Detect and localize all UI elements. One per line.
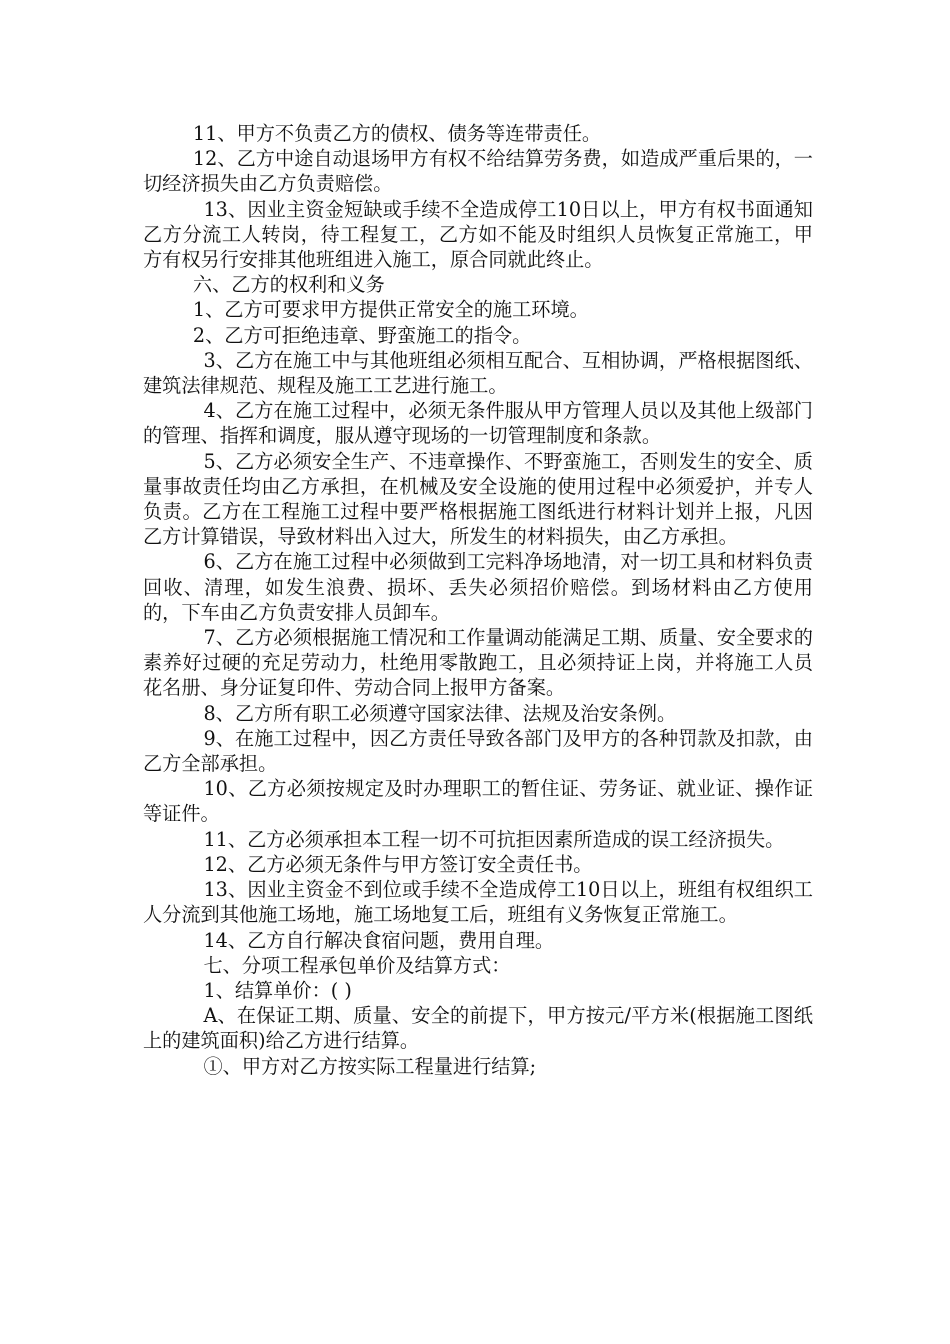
party-b-clause-4: 4、乙方在施工过程中，必须无条件服从甲方管理人员以及其他上级部门的管理、指挥和调度，服从遵守现场的一切管理制度和条款。 bbox=[143, 399, 813, 448]
party-b-clause-11: 11、乙方必须承担本工程一切不可抗拒因素所造成的误工经济损失。 bbox=[203, 827, 785, 851]
settlement-option-a: A、在保证工期、质量、安全的前提下，甲方按元/平方米(根据施工图纸上的建筑面积)给乙方进行结算。 bbox=[143, 1004, 813, 1053]
party-b-clause-1: 1、乙方可要求甲方提供正常安全的施工环境。 bbox=[192, 298, 589, 322]
party-b-clause-6: 6、乙方在施工过程中必须做到工完料净场地清，对一切工具和材料负责回收、清理，如发生浪费、损坏、丢失必须招价赔偿。到场材料由乙方使用的，下车由乙方负责安排人员卸车。 bbox=[143, 550, 813, 624]
party-b-clause-14: 14、乙方自行解决食宿问题，费用自理。 bbox=[203, 928, 555, 952]
party-b-clause-9: 9、在施工过程中，因乙方责任导致各部门及甲方的各种罚款及扣款，由乙方全部承担。 bbox=[143, 726, 813, 776]
party-b-clause-8: 8、乙方所有职工必须遵守国家法律、法规及治安条例。 bbox=[203, 701, 677, 725]
section-heading-party-b-rights: 六、乙方的权利和义务 bbox=[192, 273, 385, 297]
party-b-clause-3: 3、乙方在施工中与其他班组必须相互配合、互相协调，严格根据图纸、建筑法律规范、规程及施工工艺进行施工。 bbox=[143, 348, 813, 398]
party-b-clause-10: 10、乙方必须按规定及时办理职工的暂住证、劳务证、就业证、操作证等证件。 bbox=[143, 777, 813, 826]
party-b-clause-7: 7、乙方必须根据施工情况和工作量调动能满足工期、质量、安全要求的素养好过硬的充足劳动力，杜绝用零散跑工，且必须持证上岗，并将施工人员花名册、身分证复印件、劳动合同上报甲方备案。 bbox=[143, 626, 813, 700]
party-b-clause-13: 13、因业主资金不到位或手续不全造成停工10日以上，班组有权组织工人分流到其他施工场地，施工场地复工后，班组有义务恢复正常施工。 bbox=[143, 878, 813, 927]
contract-page-body bbox=[143, 121, 813, 1079]
clause-13-funding-shortage-stoppage: 13、因业主资金短缺或手续不全造成停工10日以上，甲方有权书面通知乙方分流工人转岗，待工程复工，乙方如不能及时组织人员恢复正常施工，甲方有权另行安排其他班组进入施工，原合同就此终止。 bbox=[143, 197, 813, 272]
section-heading-unit-price-settlement: 七、分项工程承包单价及结算方式： bbox=[203, 953, 511, 977]
party-b-clause-2: 2、乙方可拒绝违章、野蛮施工的指令。 bbox=[192, 323, 532, 347]
party-b-clause-5: 5、乙方必须安全生产、不违章操作、不野蛮施工，否则发生的安全、质量事故责任均由乙方承担，在机械及安全设施的使用过程中必须爱护，并专人负责。乙方在工程施工过程中要严格根据施工图纸进行材料计划并上报，凡因乙方计算错误，导致材料出入过大，所发生的材料损失，由乙方承担。 bbox=[143, 449, 813, 549]
settlement-option-a-item-1: ①、甲方对乙方按实际工程量进行结算; bbox=[203, 1054, 537, 1078]
clause-11-party-a-no-joint-liability: 11、甲方不负责乙方的债权、债务等连带责任。 bbox=[192, 122, 602, 145]
clause-12-party-b-early-exit: 12、乙方中途自动退场甲方有权不给结算劳务费，如造成严重后果的，一切经济损失由乙方负责赔偿。 bbox=[143, 147, 813, 196]
party-b-clause-12: 12、乙方必须无条件与甲方签订安全责任书。 bbox=[203, 852, 593, 876]
settlement-unit-price: 1、结算单价：( ) bbox=[203, 978, 352, 1002]
